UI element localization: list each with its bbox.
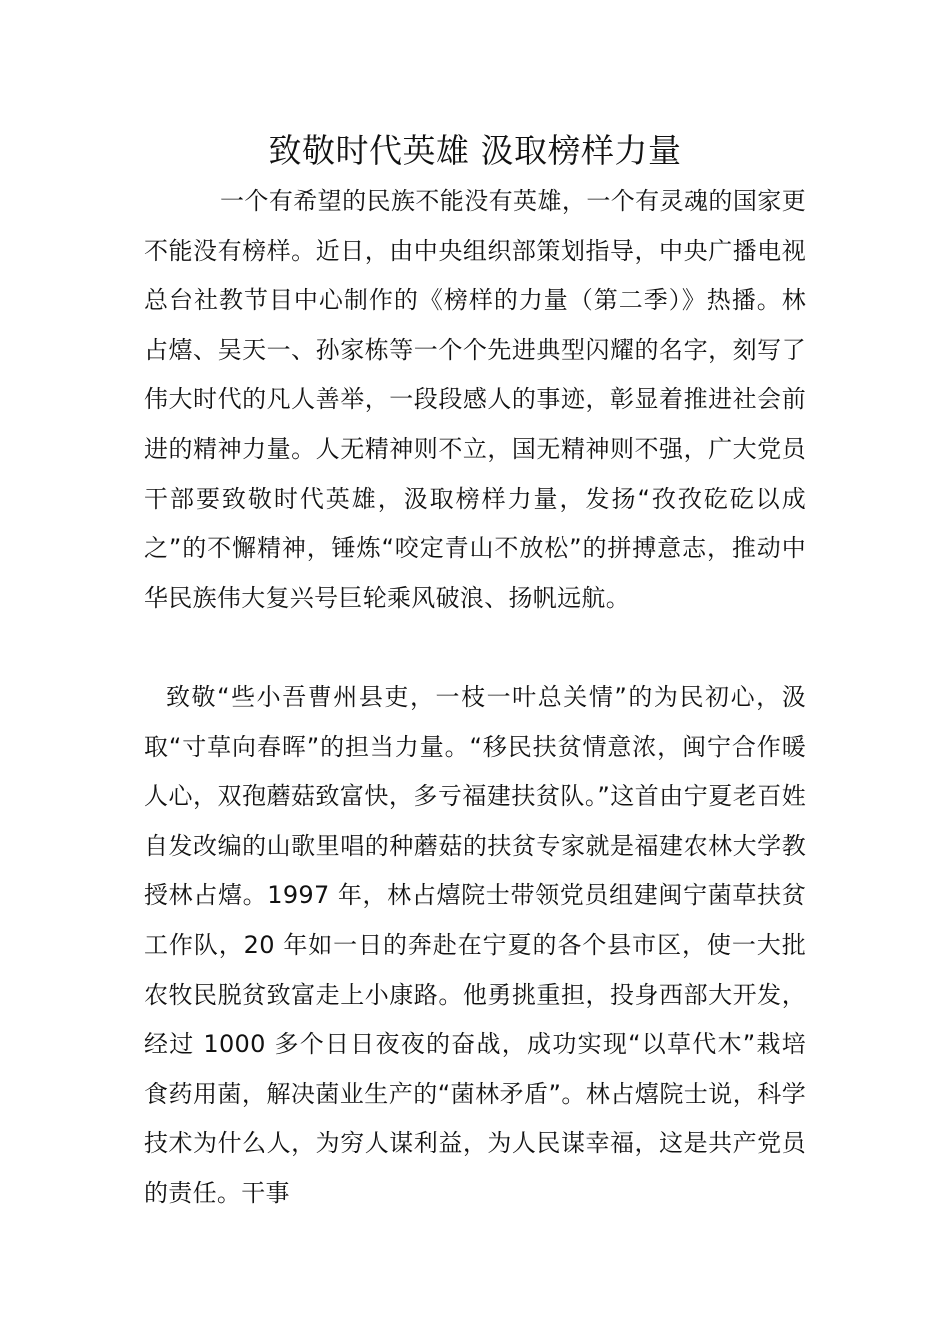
page-title: 致敬时代英雄 汲取榜样力量 bbox=[268, 131, 682, 170]
paragraph-2: 致敬“些小吾曹州县吏，一枝一叶总关情”的为民初心，汲取“寸草向春晖”的担当力量。“移民扶贫情意浓，闽宁合作暖人心，双孢蘑菇致富快，多亏福建扶贫队。”这首由宁夏老百姓自发改编的山歌里唱的种蘑菇的扶贫专家就是福建农林大学教授林占熺。1997 年，林占熺院士带领党员组建闽宁菌草扶贫工作队，20 年如一日的奔赴在宁夏的各个县市区，使一大批农牧民脱贫致富走上小康路。他勇挑重担，投身西部大开发，经过 1000 多个日日夜夜的奋战，成功实现“以草代木”栽培食药用菌，解决菌业生产的“菌林矛盾”。林占熺院士说，科学技术为什么人，为穷人谋利益，为人民谋幸福，这是共产党员的责任。干事 bbox=[144, 683, 806, 1207]
paragraph-1: 一个有希望的民族不能没有英雄，一个有灵魂的国家更不能没有榜样。近日，由中央组织部策划指导，中央广播电视总台社教节目中心制作的《榜样的力量（第二季）》热播。林占熺、吴天一、孙家栋等一个个先进典型闪耀的名字，刻写了伟大时代的凡人善举，一段段感人的事迹，彰显着推进社会前进的精神力量。人无精神则不立，国无精神则不强，广大党员干部要致敬时代英雄，汲取榜样力量，发扬“孜孜矻矻以成之”的不懈精神，锤炼“咬定青山不放松”的拼搏意志，推动中华民族伟大复兴号巨轮乘风破浪、扬帆远航。 bbox=[144, 187, 806, 612]
